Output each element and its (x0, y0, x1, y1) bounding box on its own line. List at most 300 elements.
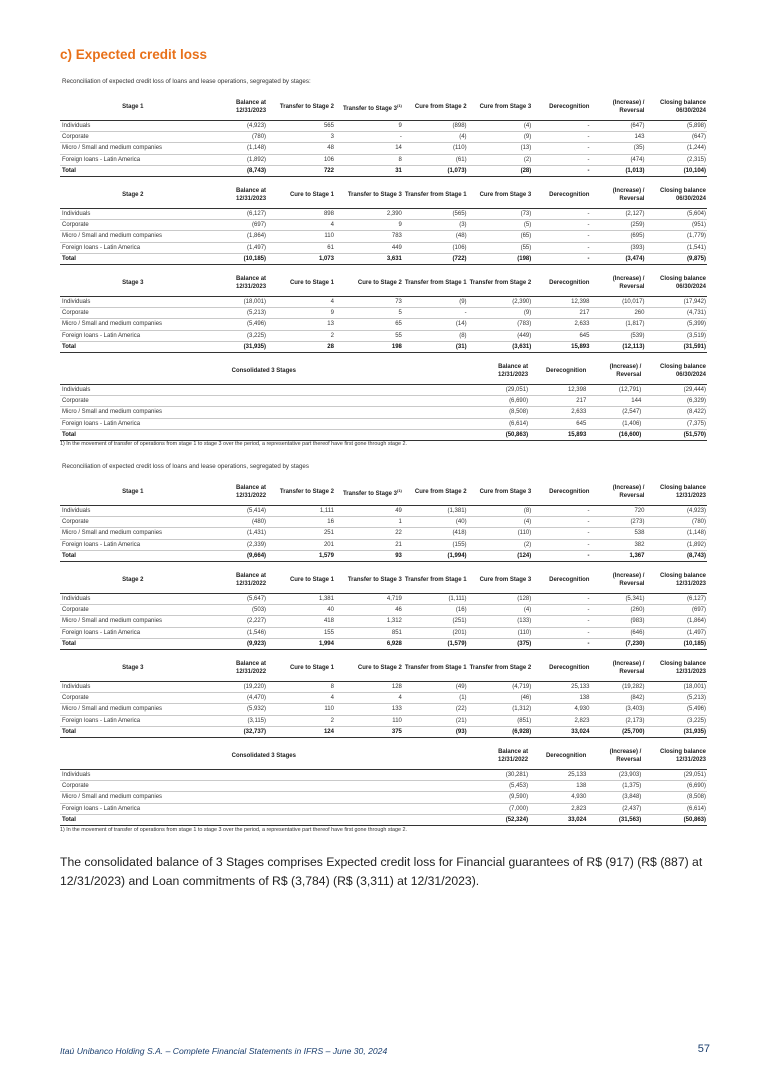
total-label: Total (60, 727, 206, 738)
table-cell: (201) (403, 627, 468, 638)
total-row (60, 254, 707, 265)
total-cell: (31,563) (587, 815, 642, 826)
row-label: Individuals (60, 120, 206, 131)
table-cell: (48) (403, 231, 468, 242)
table-cell: (4,719) (468, 681, 533, 692)
table-cell: (780) (206, 131, 267, 142)
table-cell: 2,823 (532, 715, 590, 726)
total-cell: (375) (468, 639, 533, 650)
table-row (60, 616, 707, 627)
table-cell: (1,864) (206, 231, 267, 242)
table-cell: (6,614) (642, 803, 707, 814)
table-cell: 133 (335, 704, 403, 715)
table-cell: (8,508) (468, 407, 529, 418)
table-row (60, 154, 707, 165)
total-cell: (124) (468, 551, 533, 562)
column-header: Transfer from Stage 1 (403, 184, 468, 208)
row-label: Micro / Small and medium companies (60, 231, 206, 242)
column-header: Cure from Stage 3 (468, 96, 533, 120)
table-cell: (2) (468, 154, 533, 165)
table-cell: (5) (468, 219, 533, 230)
table-cell: - (532, 154, 590, 165)
column-header: (Increase) / Reversal (590, 481, 645, 505)
table-cell: 418 (267, 616, 335, 627)
table-cell: 5 (335, 307, 403, 318)
total-cell: - (532, 254, 590, 265)
column-header: Balance at 12/31/2023 (206, 272, 267, 296)
total-cell: - (532, 551, 590, 562)
table-cell: (260) (590, 604, 645, 615)
total-row (60, 551, 707, 562)
total-cell: (3,474) (590, 254, 645, 265)
column-header: Consolidated 3 Stages (60, 360, 468, 384)
table-cell: 14 (335, 143, 403, 154)
table-cell: 49 (335, 505, 403, 516)
table-cell: - (335, 131, 403, 142)
table-cell: - (532, 143, 590, 154)
table-cell: (6,127) (206, 208, 267, 219)
table-row (60, 143, 707, 154)
table-cell: 9 (267, 307, 335, 318)
table-row (60, 780, 707, 791)
row-label: Individuals (60, 681, 206, 692)
row-label: Micro / Small and medium companies (60, 792, 468, 803)
total-cell: (31,935) (206, 342, 267, 353)
total-label: Total (60, 166, 206, 177)
table-row (60, 516, 707, 527)
table-cell: (5,932) (206, 704, 267, 715)
column-header: Transfer to Stage 2 (267, 96, 335, 120)
total-cell: 93 (335, 551, 403, 562)
table-cell: 260 (590, 307, 645, 318)
table-cell: - (532, 627, 590, 638)
table-cell: 8 (267, 681, 335, 692)
row-label: Individuals (60, 769, 468, 780)
table-cell: (1,779) (645, 231, 707, 242)
table-row (60, 242, 707, 253)
table-row (60, 715, 707, 726)
column-header: Balance at 12/31/2022 (468, 745, 529, 769)
table-cell: (110) (403, 143, 468, 154)
table-consolidated-2024 (60, 360, 707, 441)
table-cell: (18,001) (206, 296, 267, 307)
row-label: Individuals (60, 384, 468, 395)
table-row (60, 593, 707, 604)
column-header: Cure to Stage 1 (267, 569, 335, 593)
table-cell: (61) (403, 154, 468, 165)
table-cell: - (403, 307, 468, 318)
table-cell: 73 (335, 296, 403, 307)
table-cell: (1,497) (206, 242, 267, 253)
table-cell: (8) (468, 505, 533, 516)
table-cell: 201 (267, 539, 335, 550)
column-header: (Increase) / Reversal (587, 745, 642, 769)
table-cell: 143 (590, 131, 645, 142)
table-cell: 2 (267, 330, 335, 341)
table-cell: (13) (468, 143, 533, 154)
table-cell: 1,111 (267, 505, 335, 516)
column-header: Cure to Stage 1 (267, 184, 335, 208)
table-cell: 217 (532, 307, 590, 318)
table-consolidated-2023 (60, 745, 707, 826)
total-cell: 1,367 (590, 551, 645, 562)
table-cell: 16 (267, 516, 335, 527)
row-label: Corporate (60, 516, 206, 527)
table-cell: (110) (468, 528, 533, 539)
table-cell: (4,923) (206, 120, 267, 131)
table-cell: 25,133 (529, 769, 587, 780)
table-cell: (259) (590, 219, 645, 230)
table-cell: - (532, 131, 590, 142)
column-header: Closing balance 06/30/2024 (645, 96, 707, 120)
table-cell: (5,213) (206, 307, 267, 318)
table-cell: 21 (335, 539, 403, 550)
total-cell: (3,631) (468, 342, 533, 353)
table-cell: 22 (335, 528, 403, 539)
total-cell: (1,579) (403, 639, 468, 650)
total-row (60, 342, 707, 353)
table-stage2-2024 (60, 184, 707, 265)
table-cell: - (532, 208, 590, 219)
total-label: Total (60, 815, 468, 826)
table-cell: 1,381 (267, 593, 335, 604)
table-cell: (1,381) (403, 505, 468, 516)
table-cell: (1,431) (206, 528, 267, 539)
table-cell: (9) (468, 307, 533, 318)
table-cell: 898 (267, 208, 335, 219)
table-cell: (7,000) (468, 803, 529, 814)
table-cell: 645 (532, 330, 590, 341)
table-cell: 851 (335, 627, 403, 638)
table-row (60, 528, 707, 539)
table-header-row (60, 96, 707, 120)
table-cell: - (532, 593, 590, 604)
row-label: Individuals (60, 208, 206, 219)
table-cell: (503) (206, 604, 267, 615)
table-cell: (6,690) (642, 780, 707, 791)
row-label: Foreign loans - Latin America (60, 803, 468, 814)
total-cell: (10,104) (645, 166, 707, 177)
table-cell: (6,614) (468, 418, 529, 429)
table-header-row (60, 745, 707, 769)
table-cell: (4) (468, 604, 533, 615)
column-header: Transfer to Stage 3$^{(1)}$ (335, 96, 403, 120)
total-cell: (1,073) (403, 166, 468, 177)
table-cell: (5,399) (645, 319, 707, 330)
total-cell: (1,013) (590, 166, 645, 177)
total-cell: (31,591) (645, 342, 707, 353)
total-cell: (16,600) (587, 430, 642, 441)
table-cell: (780) (645, 516, 707, 527)
row-label: Individuals (60, 593, 206, 604)
row-label: Corporate (60, 131, 206, 142)
table-cell: 138 (529, 780, 587, 791)
table-stage3-2024 (60, 272, 707, 353)
total-row (60, 815, 707, 826)
table-cell: (29,444) (642, 384, 707, 395)
column-header: Derecognition (529, 360, 587, 384)
table-cell: 251 (267, 528, 335, 539)
table-cell: 106 (267, 154, 335, 165)
table-cell: (6,329) (642, 395, 707, 406)
table-cell: 4,930 (529, 792, 587, 803)
table-row (60, 692, 707, 703)
column-header: Transfer from Stage 1 (403, 657, 468, 681)
table-cell: (647) (645, 131, 707, 142)
column-header: Transfer to Stage 3 (335, 569, 403, 593)
table-cell: (251) (403, 616, 468, 627)
row-label: Micro / Small and medium companies (60, 528, 206, 539)
table-cell: (21) (403, 715, 468, 726)
column-header: Closing balance 12/31/2023 (642, 745, 707, 769)
table-cell: (1,864) (645, 616, 707, 627)
table-cell: 645 (529, 418, 587, 429)
row-label: Corporate (60, 395, 468, 406)
total-cell: (12,113) (590, 342, 645, 353)
table-cell: - (532, 604, 590, 615)
column-header: Closing balance 12/31/2023 (645, 481, 707, 505)
table-row (60, 131, 707, 142)
total-cell: (1,994) (403, 551, 468, 562)
table-cell: (1,497) (645, 627, 707, 638)
column-header: (Increase) / Reversal (587, 360, 642, 384)
table-cell: (1,148) (206, 143, 267, 154)
table-cell: 1,312 (335, 616, 403, 627)
total-cell: - (532, 166, 590, 177)
table-cell: - (532, 219, 590, 230)
total-row (60, 727, 707, 738)
total-cell: (93) (403, 727, 468, 738)
column-header: Derecognition (532, 481, 590, 505)
table-cell: (18,001) (645, 681, 707, 692)
total-cell: 124 (267, 727, 335, 738)
table-cell: 1 (335, 516, 403, 527)
table-cell: 9 (335, 219, 403, 230)
table-row (60, 120, 707, 131)
table-row (60, 231, 707, 242)
table-cell: (1,312) (468, 704, 533, 715)
column-header: Transfer to Stage 2 (267, 481, 335, 505)
table-header-row (60, 360, 707, 384)
column-header: Derecognition (532, 96, 590, 120)
table-cell: 144 (587, 395, 642, 406)
table-cell: (29,051) (468, 384, 529, 395)
table-cell: 2,823 (529, 803, 587, 814)
total-cell: 1,073 (267, 254, 335, 265)
table-cell: (539) (590, 330, 645, 341)
table-cell: 4 (335, 692, 403, 703)
table-cell: (8,422) (642, 407, 707, 418)
table-cell: (17,942) (645, 296, 707, 307)
total-cell: (7,230) (590, 639, 645, 650)
table-cell: (273) (590, 516, 645, 527)
table-cell: 565 (267, 120, 335, 131)
table-cell: 110 (267, 704, 335, 715)
column-header: Transfer from Stage 1 (403, 569, 468, 593)
column-header: Closing balance 06/30/2024 (645, 272, 707, 296)
table-row (60, 803, 707, 814)
table-row (60, 681, 707, 692)
column-header: Closing balance 12/31/2023 (645, 657, 707, 681)
column-header: Stage 2 (60, 184, 206, 208)
total-cell: (28) (468, 166, 533, 177)
column-header: Stage 1 (60, 481, 206, 505)
table-cell: 25,133 (532, 681, 590, 692)
total-cell: (8,743) (206, 166, 267, 177)
total-cell: (10,185) (645, 639, 707, 650)
table-cell: (2,339) (206, 539, 267, 550)
table-cell: (449) (468, 330, 533, 341)
column-header: Cure to Stage 1 (267, 657, 335, 681)
table-cell: (46) (468, 692, 533, 703)
table-cell: (12,791) (587, 384, 642, 395)
table-cell: (35) (590, 143, 645, 154)
table-cell: (7,375) (642, 418, 707, 429)
total-cell: 3,631 (335, 254, 403, 265)
table-cell: (647) (590, 120, 645, 131)
total-cell: (9,664) (206, 551, 267, 562)
table-cell: 13 (267, 319, 335, 330)
column-header: (Increase) / Reversal (590, 657, 645, 681)
total-cell: 722 (267, 166, 335, 177)
column-header: Balance at 12/31/2022 (206, 481, 267, 505)
column-header: Transfer to Stage 3 (335, 184, 403, 208)
table-cell: (19,220) (206, 681, 267, 692)
table-cell: 55 (335, 330, 403, 341)
row-label: Micro / Small and medium companies (60, 407, 468, 418)
table-cell: (851) (468, 715, 533, 726)
table-cell: (783) (468, 319, 533, 330)
column-header: Cure from Stage 3 (468, 569, 533, 593)
table-cell: - (532, 616, 590, 627)
table-cell: (5,898) (645, 120, 707, 131)
column-header: Transfer from Stage 2 (468, 272, 533, 296)
total-label: Total (60, 430, 468, 441)
table-cell: (22) (403, 704, 468, 715)
total-cell: (50,863) (468, 430, 529, 441)
table-cell: (5,414) (206, 505, 267, 516)
table-header-row (60, 569, 707, 593)
table-cell: (5,341) (590, 593, 645, 604)
total-cell: (52,324) (468, 815, 529, 826)
table-cell: (1,817) (590, 319, 645, 330)
column-header: Consolidated 3 Stages (60, 745, 468, 769)
table-row (60, 319, 707, 330)
total-cell: (32,737) (206, 727, 267, 738)
table-cell: 720 (590, 505, 645, 516)
footer-text: Itaú Unibanco Holding S.A. – Complete Financial Statements in IFRS – June 30, 2024 (60, 1046, 388, 1056)
table-cell: (2,127) (590, 208, 645, 219)
column-header: Cure to Stage 1 (267, 272, 335, 296)
table-cell: (5,213) (645, 692, 707, 703)
table-cell: - (532, 505, 590, 516)
total-label: Total (60, 342, 206, 353)
column-header: Cure to Stage 2 (335, 657, 403, 681)
table-cell: (1) (403, 692, 468, 703)
total-cell: (10,185) (206, 254, 267, 265)
row-label: Foreign loans - Latin America (60, 539, 206, 550)
column-header: Closing balance 06/30/2024 (642, 360, 707, 384)
table-cell: (983) (590, 616, 645, 627)
column-header: Closing balance 12/31/2023 (645, 569, 707, 593)
table-row (60, 539, 707, 550)
table-cell: - (532, 242, 590, 253)
total-cell: (198) (468, 254, 533, 265)
total-cell: 31 (335, 166, 403, 177)
table-cell: (9,590) (468, 792, 529, 803)
column-header: Closing balance 06/30/2024 (645, 184, 707, 208)
table-header-row (60, 184, 707, 208)
table-cell: (480) (206, 516, 267, 527)
table-cell: (4,731) (645, 307, 707, 318)
table-cell: (65) (468, 231, 533, 242)
table-cell: (3,403) (590, 704, 645, 715)
table-cell: 538 (590, 528, 645, 539)
table-cell: (5,647) (206, 593, 267, 604)
table-cell: (4,923) (645, 505, 707, 516)
table-cell: 382 (590, 539, 645, 550)
column-header: Derecognition (532, 657, 590, 681)
row-label: Corporate (60, 692, 206, 703)
column-header: Balance at 12/31/2023 (468, 360, 529, 384)
column-header: Balance at 12/31/2023 (206, 96, 267, 120)
table-cell: (474) (590, 154, 645, 165)
table-cell: (128) (468, 593, 533, 604)
table-cell: 4,719 (335, 593, 403, 604)
total-cell: 1,579 (267, 551, 335, 562)
table-cell: (133) (468, 616, 533, 627)
total-cell: 6,928 (335, 639, 403, 650)
column-header: Balance at 12/31/2023 (206, 184, 267, 208)
total-cell: (31) (403, 342, 468, 353)
table-cell: 2 (267, 715, 335, 726)
total-label: Total (60, 551, 206, 562)
total-cell: (8,743) (645, 551, 707, 562)
row-label: Foreign loans - Latin America (60, 154, 206, 165)
table-cell: 128 (335, 681, 403, 692)
table-cell: (951) (645, 219, 707, 230)
row-label: Foreign loans - Latin America (60, 242, 206, 253)
table-row (60, 384, 707, 395)
row-label: Corporate (60, 219, 206, 230)
table-cell: (9) (403, 296, 468, 307)
column-header: Stage 1 (60, 96, 206, 120)
table-stage1-2023 (60, 481, 707, 562)
row-label: Foreign loans - Latin America (60, 715, 206, 726)
table-cell: (3,115) (206, 715, 267, 726)
table-cell: (40) (403, 516, 468, 527)
table-row (60, 395, 707, 406)
footnote-marker: (1) (396, 488, 402, 493)
table-cell: 61 (267, 242, 335, 253)
table-row (60, 704, 707, 715)
table-cell: (1,406) (587, 418, 642, 429)
table-cell: (1,111) (403, 593, 468, 604)
table-row (60, 604, 707, 615)
total-cell: 28 (267, 342, 335, 353)
table-cell: 138 (532, 692, 590, 703)
table-cell: (2,437) (587, 803, 642, 814)
table-cell: (842) (590, 692, 645, 703)
total-cell: (50,863) (642, 815, 707, 826)
table-cell: 40 (267, 604, 335, 615)
total-cell: (25,700) (590, 727, 645, 738)
footnote-2023: 1) In the movement of transfer of operations from stage 1 to stage 3 over the period, a representative part thereof have first gone through stage 2. (60, 827, 407, 833)
table-cell: (155) (403, 539, 468, 550)
table-cell: (2,315) (645, 154, 707, 165)
section-title: c) Expected credit loss (60, 47, 208, 62)
table-cell: (1,546) (206, 627, 267, 638)
